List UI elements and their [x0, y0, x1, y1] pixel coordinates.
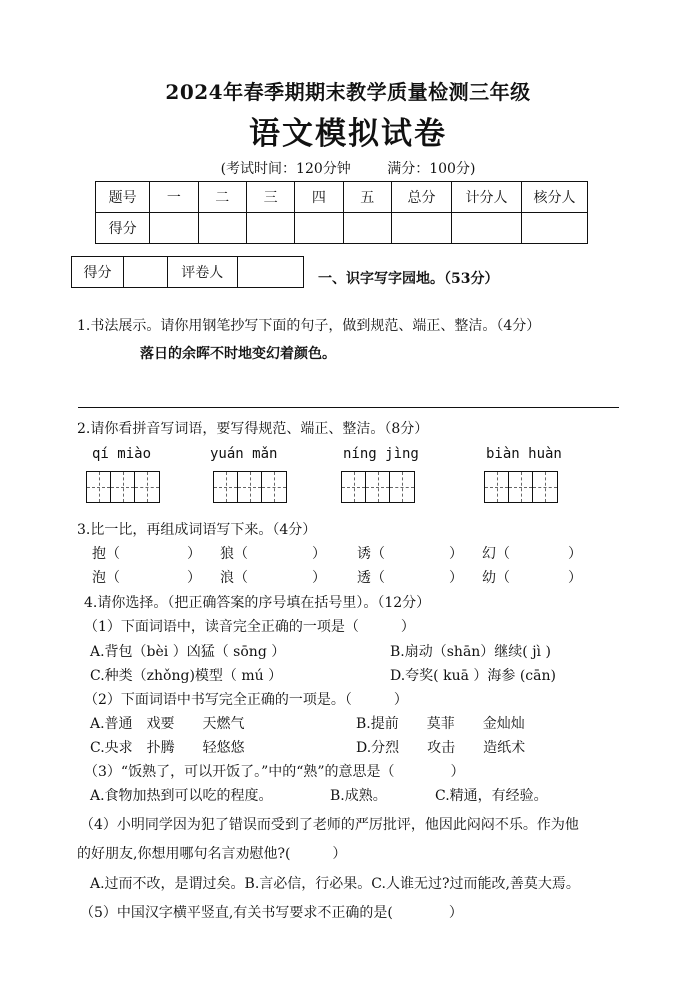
score-entry-cell[interactable] — [343, 213, 391, 244]
table-cell: 三 — [246, 182, 294, 213]
writing-grid-3[interactable] — [341, 471, 415, 503]
q3-item-open: 透（ — [357, 570, 385, 586]
q4-prompt: 4.请你选择。（把正确答案的序号填在括号里）。（12分） — [84, 595, 431, 611]
q3-item-open: 诱（ — [357, 546, 385, 562]
q4-sub1-option-c: C.种类（zhǒng)模型（ mú ） — [90, 668, 283, 684]
q4-sub3-option-c: C.精通，有经验。 — [435, 788, 548, 804]
q3-item-open: 幻（ — [482, 546, 510, 562]
q4-sub3: （3）“饭熟了，可以开饭了。”中的“熟”的意思是（ ） — [84, 764, 465, 780]
pinyin-label: biàn huàn — [486, 446, 562, 462]
q3-item-close: ） — [568, 546, 582, 562]
table-cell: 四 — [295, 182, 343, 213]
table-cell: 计分人 — [452, 182, 522, 213]
score-entry-cell[interactable] — [295, 213, 343, 244]
exam-time: (考试时间：120分钟 — [220, 161, 351, 177]
q4-sub3-option-b: B.成熟。 — [330, 788, 387, 804]
table-cell: 一 — [150, 182, 198, 213]
score-table — [95, 181, 588, 244]
q4-sub4-options: A.过而不改，是谓过矣。B.言必信，行必果。C.人谁无过?过而能改,善莫大焉。 — [90, 876, 580, 892]
q2-prompt: 2.请你看拼音写词语，要写得规范、端正、整洁。（8分） — [77, 421, 429, 437]
full-score: 满分：100分) — [387, 161, 476, 177]
grader-name-entry[interactable] — [237, 257, 303, 288]
table-cell: 题号 — [96, 182, 150, 213]
q4-sub2-option-c: C.央求 扑腾 轻悠悠 — [90, 740, 245, 756]
q3-item-close: ） — [449, 546, 463, 562]
score-entry-cell[interactable] — [521, 213, 587, 244]
q4-sub1-option-a: A.背包（bèi ）凶猛（ sōng ） — [90, 644, 286, 660]
q4-sub1-option-b: B.扇动（shān）继续( jì ) — [390, 644, 551, 660]
table-cell: 得分 — [96, 213, 150, 244]
score-entry-cell[interactable] — [391, 213, 451, 244]
q4-sub5: （5）中国汉字横平竖直,有关书写要求不正确的是( ） — [80, 905, 463, 921]
score-table-score-row — [96, 213, 588, 244]
table-cell: 二 — [198, 182, 246, 213]
writing-grid-1[interactable] — [86, 471, 160, 503]
score-entry-cell[interactable] — [452, 213, 522, 244]
q1-sentence: 落日的余晖不时地变幻着颜色。 — [140, 346, 336, 362]
q4-sub1-option-d: D.夸奖( kuā ）海参 (cān) — [390, 668, 556, 684]
score-entry-cell[interactable] — [198, 213, 246, 244]
q3-item-close: ） — [449, 570, 463, 586]
q4-sub1: （1）下面词语中，读音完全正确的一项是（ ） — [84, 619, 415, 635]
q3-item-open: 狼（ — [220, 546, 248, 562]
score-entry-cell[interactable] — [150, 213, 198, 244]
pinyin-label: qí miào — [92, 446, 152, 462]
q4-sub2-option-d: D.分烈 攻击 造纸术 — [356, 740, 526, 756]
q3-item-open: 幼（ — [482, 570, 510, 586]
grader-box — [71, 256, 304, 288]
q4-sub4-line1: （4）小明同学因为犯了错误而受到了老师的严厉批评，他因此闷闷不乐。作为他 — [80, 817, 579, 833]
section-title: 一、识字写字园地。（53分） — [318, 271, 499, 287]
q4-sub2-option-b: B.提前 莫菲 金灿灿 — [356, 716, 525, 732]
q4-sub4-line2: 的好朋友,你想用哪句名言劝慰他?( ） — [77, 846, 347, 862]
q3-item-close: ） — [312, 570, 326, 586]
score-entry-cell[interactable] — [246, 213, 294, 244]
table-cell: 核分人 — [521, 182, 587, 213]
writing-grid-2[interactable] — [213, 471, 287, 503]
q3-item-open: 浪（ — [220, 570, 248, 586]
q1-prompt: 1.书法展示。请你用钢笔抄写下面的句子，做到规范、端正、整洁。（4分） — [77, 318, 541, 334]
q3-item-open: 抱（ — [92, 546, 120, 562]
grader-name-label: 评卷人 — [167, 257, 237, 288]
q3-prompt: 3.比一比，再组成词语写下来。（4分） — [77, 522, 317, 538]
q1-writing-line[interactable] — [78, 407, 619, 408]
grader-score-label: 得分 — [72, 257, 124, 288]
pinyin-label: yuán mǎn — [210, 446, 278, 462]
pinyin-label: níng jìng — [343, 446, 419, 462]
q3-item-close: ） — [187, 546, 201, 562]
exam-title-line2: 语文模拟试卷 — [249, 116, 447, 152]
exam-info — [0, 158, 696, 178]
q3-item-close: ） — [568, 570, 582, 586]
q4-sub3-option-a: A.食物加热到可以吃的程度。 — [90, 788, 273, 804]
q4-sub2-option-a: A.普通 戏要 天燃气 — [90, 716, 245, 732]
table-cell: 五 — [343, 182, 391, 213]
writing-grid-4[interactable] — [484, 471, 558, 503]
q4-sub2: （2）下面词语中书写完全正确的一项是。（ ） — [84, 692, 408, 708]
q3-item-close: ） — [187, 570, 201, 586]
grader-score-entry[interactable] — [124, 257, 168, 288]
score-table-header-row — [96, 182, 588, 213]
exam-title-line1: 2024年春季期期末教学质量检测三年级 — [165, 80, 531, 104]
q3-item-open: 泡（ — [92, 570, 120, 586]
q3-item-close: ） — [312, 546, 326, 562]
table-cell: 总分 — [391, 182, 451, 213]
